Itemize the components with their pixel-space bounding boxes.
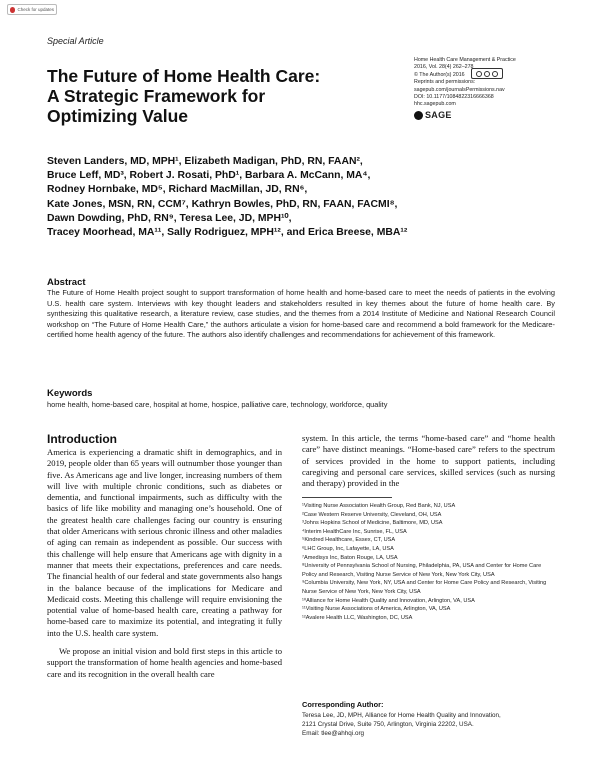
affiliation: ²Case Western Reserve University, Cleveland, OH, USA [302, 511, 442, 518]
intro-paragraph: America is experiencing a dramatic shift in demographics, and in 2019, people older than 65 years will outnumber those younger than five. As Americans age and live longer, increasing numbers of them will live with multiple chronic conditions, such as diabetes or dementia, and functional impairments, such as difficulty with the basics of life like mobility and managing one’s household. One of the greatest health care challenges facing our country is ensuring that older Americans with serious chronic illness and other maladies of aging can remain as independent as possible. Our success with this challenge will help ensure that Americans age with dignity in a manner that meets their expectations, preferences and care needs. The financial health of our federal and state governments also hangs in the balance because of the implications for Medicare and Medicaid costs. Meeting this challenge will require envisioning the potential value of home-based health care, creating a pathway for home-based care to maximize its potential, and integrating it fully into the U.S. health care system. [47, 447, 282, 638]
intro-paragraph: We propose an initial vision and bold first steps in this article to support the transformation of home health agencies and home-based care and its recognition in the overall health care [47, 646, 282, 679]
corresponding-author-details [302, 711, 557, 738]
author-line: Dawn Dowding, PhD, RN⁹, Teresa Lee, JD, MPH¹⁰, [47, 212, 292, 224]
title-line: The Future of Home Health Care: [47, 66, 321, 86]
creative-commons-icon [471, 68, 503, 79]
article-title [47, 66, 377, 126]
affiliation: ¹Visiting Nurse Association Health Group, Red Bank, NJ, USA [302, 503, 456, 509]
footnote-divider [302, 497, 392, 498]
affiliation: ⁹Columbia University, New York, NY, USA and Center for Home Care Policy and Research, Visiting Nurse Service of New York, New York City, USA [302, 580, 547, 595]
reprints-link[interactable]: sagepub.com/journalsPermissions.nav [414, 86, 505, 93]
title-line: A Strategic Framework for [47, 86, 266, 106]
section-label: Special Article [47, 36, 104, 46]
journal-site-link[interactable]: hhc.sagepub.com [414, 101, 456, 108]
copyright-row [414, 71, 564, 79]
abstract-text: The Future of Home Health project sought to support transformation of home health and home-based care to meet the needs of patients in the evolving U.S. health care system. Interviews with key thought leaders and stakeholders resulted in key themes about the future of home health care. By synthesizing this qualitative research, a literature review, case studies, and the themes from a 2014 Institute of Medicine and National Research Council workshop on “The Future of Home Health Care,” the authors articulate a vision for home-based care and recommend a bold framework for the Medicare-certified home health agency of the future. The authors also identify challenges and recommendations for achievement of this framework. [47, 288, 555, 339]
journal-name: Home Health Care Management & Practice [414, 57, 516, 63]
affiliation: ⁸University of Pennsylvania School of Nursing, Philadelphia, PA, USA and Center for Home Care Policy and Research, Visiting Nurse Service of New York, New York City, USA [302, 563, 542, 578]
affiliation: ¹²Avalere Health LLC, Washington, DC, USA [302, 614, 413, 621]
corresponding-line: 2121 Crystal Drive, Suite 750, Arlington, Virginia 22202, USA. [302, 721, 474, 728]
corresponding-author-heading: Corresponding Author: [302, 700, 384, 709]
affiliation: ⁴Interim HealthCare Inc, Sunrise, FL, USA [302, 528, 407, 535]
corresponding-line: Teresa Lee, JD, MPH, Alliance for Home Health Quality and Innovation, [302, 712, 501, 719]
author-line: Bruce Leff, MD³, Robert J. Rosati, PhD¹, Barbara A. McCann, MA⁴, [47, 170, 371, 182]
affiliation: ³Johns Hopkins School of Medicine, Baltimore, MD, USA [302, 520, 443, 527]
sage-logo-icon [414, 111, 423, 120]
abstract-heading: Abstract [47, 277, 86, 288]
copyright: © The Author(s) 2016 [414, 71, 465, 78]
author-line: Tracey Moorhead, MA¹¹, Sally Rodriguez, MPH¹², and Erica Breese, MBA¹² [47, 227, 408, 239]
sage-logo [414, 111, 564, 120]
author-line: Kate Jones, MSN, RN, CCM⁷, Kathryn Bowles, PhD, RN, FAAN, FACMI⁸, [47, 198, 398, 210]
journal-volume: 2016, Vol. 28(4) 262–278 [414, 64, 474, 71]
doi[interactable]: DOI: 10.1177/1084822316666368 [414, 93, 494, 100]
affiliation: ¹⁰Alliance for Home Health Quality and Innovation, Arlington, VA, USA [302, 597, 475, 604]
affiliation: ⁶LHC Group, Inc, Lafayette, LA, USA [302, 545, 394, 552]
author-line: Steven Landers, MD, MPH¹, Elizabeth Madigan, PhD, RN, FAAN², [47, 156, 363, 167]
check-updates-icon [10, 7, 15, 13]
introduction-right-column: system. In this article, the terms “home-based care” and “home health care” have distinct meanings. “Home-based care” refers to the spectrum of services provided in the home to support patients, including caregiving and personal care services, skilled services (such as nursing and therapy) provided in the [302, 433, 555, 489]
author-list [47, 155, 557, 240]
keywords-text: home health, home-based care, hospital at home, hospice, palliative care, technology, workforce, quality [47, 400, 388, 409]
check-updates-label: Check for updates [17, 7, 54, 12]
affiliation: ¹¹Visiting Nurse Associations of America, Arlington, VA, USA [302, 606, 451, 613]
sage-logo-text: SAGE [425, 110, 452, 121]
author-line: Rodney Hornbake, MD⁵, Richard MacMillan, JD, RN⁶, [47, 184, 308, 196]
affiliations [302, 502, 557, 622]
journal-meta [414, 57, 564, 120]
keywords-heading: Keywords [47, 388, 93, 399]
introduction-left-column [47, 447, 282, 680]
affiliation: ⁷Amedisys Inc, Baton Rouge, LA, USA [302, 554, 398, 561]
corresponding-email[interactable]: Email: tlee@ahhqi.org [302, 730, 365, 737]
title-line: Optimizing Value [47, 106, 188, 126]
introduction-heading: Introduction [47, 432, 117, 446]
affiliation: ⁵Kindred Healthcare, Essex, CT, USA [302, 537, 396, 544]
reprints-label: Reprints and permissions: [414, 79, 476, 86]
check-for-updates-badge[interactable] [7, 4, 57, 15]
